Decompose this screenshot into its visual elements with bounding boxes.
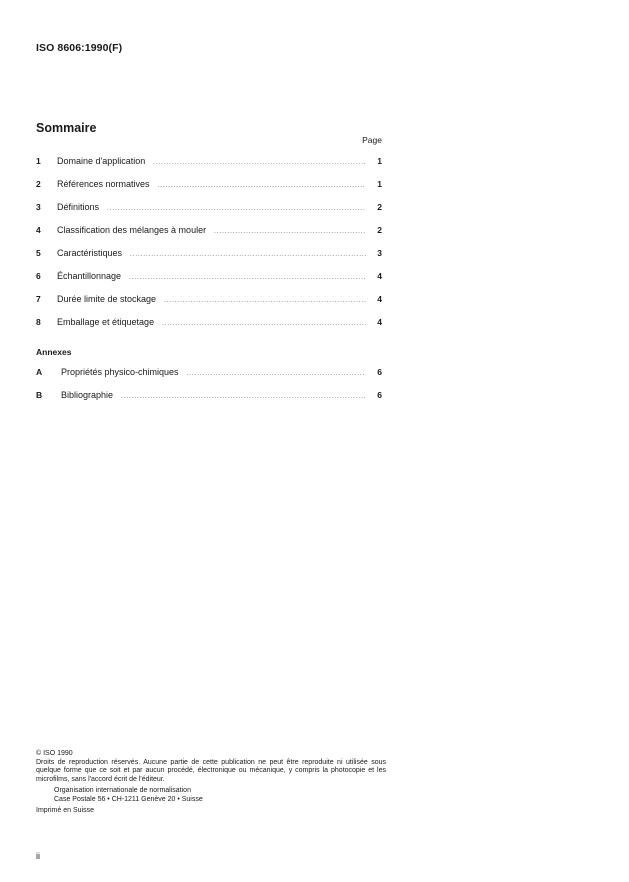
toc-entry-title: Durée limite de stockage [57, 294, 157, 304]
toc-entry-1[interactable] [36, 156, 382, 168]
annex-entry-letter: B [36, 390, 43, 400]
page-number: ii [36, 851, 40, 861]
toc-title: Sommaire [36, 121, 97, 135]
toc-entry-number: 2 [36, 179, 41, 189]
toc-entry-6[interactable] [36, 271, 382, 283]
toc-entry-title: Définitions [57, 202, 100, 212]
dot-leader [158, 183, 366, 189]
toc-entry-number: 8 [36, 317, 41, 327]
printed-in: Imprimé en Suisse [36, 807, 94, 814]
toc-entry-number: 5 [36, 248, 41, 258]
toc-entry-8[interactable] [36, 317, 382, 329]
annex-entry-letter: A [36, 367, 43, 377]
toc-entry-title: Emballage et étiquetage [57, 317, 155, 327]
dot-leader [214, 229, 366, 235]
toc-entry-title: Classification des mélanges à mouler [57, 225, 207, 235]
copyright-line: © ISO 1990 [36, 750, 73, 757]
annex-entry-page: 6 [377, 390, 382, 400]
toc-entry-2[interactable] [36, 179, 382, 191]
toc-entry-4[interactable] [36, 225, 382, 237]
toc-entry-page: 4 [377, 271, 382, 281]
toc-entry-page: 4 [377, 294, 382, 304]
annex-entry-b[interactable] [36, 390, 382, 402]
toc-entry-3[interactable] [36, 202, 382, 214]
toc-entry-number: 6 [36, 271, 41, 281]
toc-entry-5[interactable] [36, 248, 382, 260]
page-column-label: Page [362, 135, 382, 145]
toc-entry-page: 1 [377, 156, 382, 166]
annex-entry-a[interactable] [36, 367, 382, 379]
toc-entry-page: 4 [377, 317, 382, 327]
toc-entry-title: Domaine d'application [57, 156, 146, 166]
toc-entry-page: 1 [377, 179, 382, 189]
dot-leader [162, 321, 366, 327]
dot-leader [121, 394, 366, 400]
organization-address: Case Postale 56 • CH-1211 Genève 20 • Suisse [54, 795, 203, 803]
toc-entry-7[interactable] [36, 294, 382, 306]
dot-leader [164, 298, 366, 304]
annex-entry-title: Bibliographie [61, 390, 114, 400]
dot-leader [107, 206, 366, 212]
toc-entry-title: Échantillonnage [57, 271, 122, 281]
rights-notice: Droits de reproduction réservés. Aucune partie de cette publication ne peut être reproduite ni utilisée sous quelque forme que ce soit et par aucun procédé, électronique ou mécanique, y compris la photocopie et les microfilms, sans l'accord écrit de l'éditeur. [36, 758, 386, 783]
toc-entry-page: 2 [377, 225, 382, 235]
dot-leader [153, 160, 366, 166]
toc-entry-title: Références normatives [57, 179, 150, 189]
toc-entry-page: 3 [377, 248, 382, 258]
organization-name: Organisation internationale de normalisation [54, 787, 191, 794]
copyright-block [36, 750, 386, 816]
toc-entry-page: 2 [377, 202, 382, 212]
toc-entry-number: 1 [36, 156, 41, 166]
annex-entry-title: Propriétés physico-chimiques [61, 367, 179, 377]
annexes-heading: Annexes [36, 347, 72, 357]
dot-leader [130, 252, 366, 258]
toc-entry-number: 4 [36, 225, 41, 235]
dot-leader [187, 371, 366, 377]
annex-entry-page: 6 [377, 367, 382, 377]
toc-entry-number: 7 [36, 294, 41, 304]
toc-entry-title: Caractéristiques [57, 248, 123, 258]
document-id: ISO 8606:1990(F) [36, 42, 123, 54]
dot-leader [129, 275, 366, 281]
toc-entry-number: 3 [36, 202, 41, 212]
